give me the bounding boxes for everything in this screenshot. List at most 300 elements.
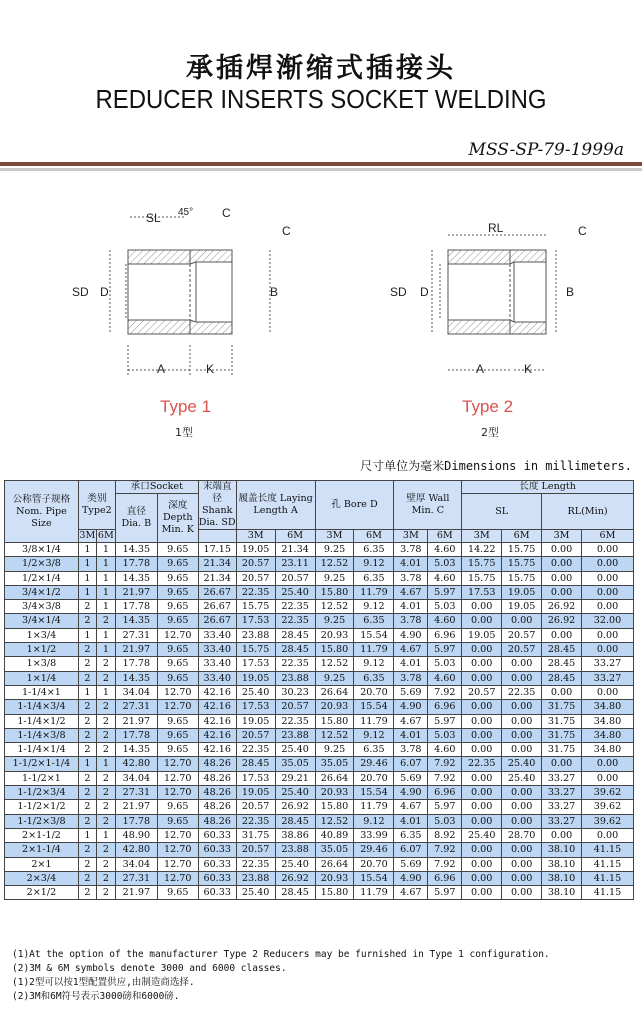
table-cell: 5.97 [428,800,462,814]
table-cell: 20.93 [315,871,354,885]
table-cell: 29.21 [275,771,315,785]
table-cell: 5.97 [428,714,462,728]
table-cell: 5.03 [428,600,462,614]
table-cell: 31.75 [542,714,582,728]
table-cell: 20.57 [236,557,275,571]
table-cell: 0.00 [582,643,634,657]
table-cell: 2 [96,886,115,900]
table-cell: 6.07 [394,757,428,771]
table-cell: 33.27 [582,671,634,685]
table-cell: 0.00 [542,828,582,842]
table-cell: 0.00 [462,857,502,871]
table-row [5,828,634,842]
table-cell: 15.54 [354,786,394,800]
table-cell: 17.53 [236,700,275,714]
table-cell: 9.65 [157,671,198,685]
table-row [5,657,634,671]
table-cell: 4.01 [394,657,428,671]
table-cell: 19.05 [236,671,275,685]
header-laying-3m: 3M [236,530,275,543]
table-cell: 4.67 [394,714,428,728]
type2-caption-cn: 2型 [481,426,499,439]
table-cell: 12.52 [315,657,354,671]
table-row [5,714,634,728]
table-cell: 48.26 [198,757,236,771]
table-cell: 0.00 [502,657,542,671]
table-cell: 38.10 [542,886,582,900]
table-cell: 19.05 [502,600,542,614]
table-cell: 34.80 [582,743,634,757]
table-cell: 28.45 [275,814,315,828]
table-cell: 7.92 [428,757,462,771]
table-cell: 38.86 [275,828,315,842]
table-cell: 27.31 [115,786,157,800]
table-cell: 15.75 [236,643,275,657]
table-cell: 0.00 [582,685,634,699]
table-cell: 1 [78,543,96,557]
table-cell: 4.90 [394,786,428,800]
table-cell: 7.92 [428,843,462,857]
table-cell: 25.40 [275,743,315,757]
table-cell: 0.00 [462,657,502,671]
table-cell: 27.31 [115,628,157,642]
table-cell: 6.35 [354,671,394,685]
table-cell: 38.10 [542,857,582,871]
header-depth: 深度 Depth Min. K [157,494,198,543]
table-cell: 2 [96,800,115,814]
table-cell: 9.12 [354,557,394,571]
table-cell: 0.00 [502,614,542,628]
table-cell: 38.10 [542,871,582,885]
cell-size: 1×1/4 [5,671,79,685]
table-cell: 23.88 [275,843,315,857]
table-cell: 5.03 [428,657,462,671]
table-cell: 22.35 [275,657,315,671]
table-cell: 20.70 [354,685,394,699]
table-cell: 25.40 [275,857,315,871]
table-cell: 2 [78,614,96,628]
table-cell: 22.35 [236,857,275,871]
table-row [5,643,634,657]
table-cell: 9.65 [157,800,198,814]
table-cell: 19.05 [236,543,275,557]
table-cell: 23.88 [275,671,315,685]
table-cell: 12.70 [157,700,198,714]
table-cell: 4.90 [394,871,428,885]
table-row [5,800,634,814]
units-note: 尺寸单位为毫米Dimensions in millimeters. [360,459,632,473]
table-cell: 1 [78,685,96,699]
header-size: 公称管子规格 Nom. Pipe Size [5,481,79,543]
table-cell: 4.90 [394,628,428,642]
table-cell: 25.40 [462,828,502,842]
table-cell: 15.75 [502,571,542,585]
table-cell: 48.26 [198,800,236,814]
table-cell: 42.16 [198,714,236,728]
table-cell: 0.00 [462,728,502,742]
table-cell: 12.70 [157,628,198,642]
table-row [5,685,634,699]
table-cell: 9.25 [315,543,354,557]
table-cell: 4.60 [428,671,462,685]
table-cell: 5.69 [394,857,428,871]
table-cell: 15.80 [315,886,354,900]
table-cell: 2 [78,714,96,728]
table-cell: 5.03 [428,728,462,742]
table-cell: 0.00 [542,685,582,699]
header-rl-6m: 6M [582,530,634,543]
table-cell: 20.57 [236,728,275,742]
table-row [5,743,634,757]
table-cell: 60.33 [198,828,236,842]
header-sl-3m: 3M [462,530,502,543]
table-cell: 6.96 [428,786,462,800]
table-cell: 3.78 [394,543,428,557]
table-cell: 34.80 [582,714,634,728]
footnote-2: (2)3M & 6M symbols denote 3000 and 6000 classes. [12,963,287,974]
table-cell: 12.52 [315,814,354,828]
table-cell: 1 [96,828,115,842]
table-cell: 6.35 [354,543,394,557]
table-cell: 2 [96,614,115,628]
table-cell: 2 [96,714,115,728]
header-dia: 直径 Dia. B [115,494,157,543]
table-row [5,857,634,871]
table-cell: 22.35 [275,600,315,614]
type1-label-sd: SD [72,285,89,299]
table-row [5,571,634,585]
type1-drawing [110,217,270,377]
table-cell: 23.11 [275,557,315,571]
table-cell: 2 [96,843,115,857]
table-cell: 17.15 [198,543,236,557]
table-cell: 0.00 [462,814,502,828]
table-cell: 15.75 [236,600,275,614]
table-cell: 2 [78,814,96,828]
table-cell: 19.05 [462,628,502,642]
table-cell: 9.65 [157,743,198,757]
table-cell: 2 [78,657,96,671]
table-cell: 26.92 [275,800,315,814]
header-bore-6m: 6M [354,530,394,543]
table-row [5,557,634,571]
table-row [5,543,634,557]
table-cell: 28.45 [542,671,582,685]
table-cell: 6.35 [354,743,394,757]
cell-size: 2×1/2 [5,886,79,900]
table-cell: 34.04 [115,771,157,785]
table-cell: 2 [96,771,115,785]
table-cell: 9.65 [157,614,198,628]
table-cell: 0.00 [462,871,502,885]
table-cell: 30.23 [275,685,315,699]
table-cell: 15.75 [462,571,502,585]
table-cell: 33.27 [542,786,582,800]
table-row [5,771,634,785]
dimensions-table [4,480,634,900]
type2-label-d: D [420,285,429,299]
table-cell: 17.53 [236,657,275,671]
table-cell: 33.27 [542,814,582,828]
table-cell: 12.70 [157,871,198,885]
table-row [5,700,634,714]
type1-label-d: D [100,285,109,299]
table-cell: 15.80 [315,643,354,657]
table-cell: 12.70 [157,857,198,871]
table-cell: 39.62 [582,814,634,828]
table-cell: 2 [96,871,115,885]
header-sl-6m: 6M [502,530,542,543]
table-cell: 9.12 [354,600,394,614]
table-cell: 21.97 [115,714,157,728]
table-cell: 25.40 [236,886,275,900]
table-row [5,843,634,857]
footnote-1: (1)At the option of the manufacturer Type 2 Reducers may be furnished in Type 1 configuration. [12,949,550,960]
table-cell: 1 [78,628,96,642]
table-cell: 15.54 [354,871,394,885]
table-cell: 19.05 [236,786,275,800]
type1-label-b: B [270,285,279,299]
type1-caption-cn: 1型 [175,426,193,439]
table-cell: 11.79 [354,714,394,728]
table-cell: 12.52 [315,728,354,742]
table-cell: 9.65 [157,814,198,828]
table-cell: 34.80 [582,700,634,714]
table-cell: 17.78 [115,657,157,671]
table-cell: 25.40 [275,786,315,800]
table-cell: 0.00 [502,800,542,814]
cell-size: 2×1-1/4 [5,843,79,857]
table-cell: 6.96 [428,700,462,714]
table-cell: 9.65 [157,557,198,571]
table-cell: 12.70 [157,685,198,699]
table-cell: 1 [96,757,115,771]
table-cell: 9.65 [157,543,198,557]
table-cell: 0.00 [542,757,582,771]
table-row [5,628,634,642]
table-cell: 11.79 [354,585,394,599]
header-rl: RL(Min) [542,494,634,530]
table-cell: 0.00 [502,728,542,742]
table-cell: 1 [96,557,115,571]
table-cell: 60.33 [198,843,236,857]
table-cell: 2 [78,871,96,885]
table-cell: 26.67 [198,585,236,599]
table-cell: 9.12 [354,728,394,742]
table-cell: 9.12 [354,657,394,671]
table-cell: 42.80 [115,757,157,771]
table-cell: 4.67 [394,886,428,900]
header-wall-6m: 6M [428,530,462,543]
table-cell: 27.31 [115,700,157,714]
table-cell: 15.75 [502,543,542,557]
table-cell: 2 [78,600,96,614]
table-cell: 0.00 [542,628,582,642]
table-cell: 12.70 [157,757,198,771]
footnote-3: (1)2型可以按1型配置供应,由制造商选择. [12,977,195,988]
table-cell: 8.92 [428,828,462,842]
table-cell: 2 [96,671,115,685]
cell-size: 2×1-1/2 [5,828,79,842]
table-cell: 15.75 [462,557,502,571]
table-cell: 31.75 [542,743,582,757]
table-cell: 17.53 [462,585,502,599]
table-cell: 0.00 [502,814,542,828]
table-cell: 2 [78,843,96,857]
table-cell: 2 [78,771,96,785]
table-cell: 26.64 [315,685,354,699]
table-cell: 20.57 [275,700,315,714]
table-cell: 12.52 [315,600,354,614]
table-cell: 4.60 [428,743,462,757]
table-cell: 0.00 [502,843,542,857]
table-cell: 0.00 [462,600,502,614]
table-cell: 26.92 [275,871,315,885]
cell-size: 1-1/2×1/2 [5,800,79,814]
table-cell: 2 [96,728,115,742]
table-cell: 0.00 [502,714,542,728]
table-cell: 2 [96,657,115,671]
table-cell: 42.16 [198,685,236,699]
table-cell: 14.35 [115,571,157,585]
table-cell: 2 [78,728,96,742]
table-cell: 19.05 [502,585,542,599]
table-cell: 20.57 [236,800,275,814]
table-cell: 15.75 [502,557,542,571]
table-cell: 17.78 [115,557,157,571]
table-cell: 3.78 [394,743,428,757]
table-cell: 22.35 [236,743,275,757]
table-cell: 15.80 [315,800,354,814]
cell-size: 1×1/2 [5,643,79,657]
table-cell: 33.40 [198,628,236,642]
table-cell: 0.00 [582,543,634,557]
type1-label-angle: 45° [178,207,194,218]
table-cell: 33.27 [582,657,634,671]
table-cell: 2 [78,700,96,714]
type2-label-rl: RL [488,221,504,235]
table-cell: 7.92 [428,685,462,699]
table-cell: 42.16 [198,728,236,742]
table-cell: 28.70 [502,828,542,842]
table-cell: 28.45 [236,757,275,771]
table-cell: 1 [96,643,115,657]
table-cell: 5.97 [428,643,462,657]
table-cell: 35.05 [275,757,315,771]
table-cell: 0.00 [542,543,582,557]
table-cell: 1 [96,628,115,642]
table-cell: 0.00 [502,700,542,714]
table-cell: 15.54 [354,628,394,642]
table-cell: 0.00 [462,700,502,714]
table-cell: 0.00 [502,857,542,871]
table-cell: 0.00 [462,786,502,800]
cell-size: 2×1 [5,857,79,871]
table-cell: 3.78 [394,571,428,585]
table-cell: 0.00 [502,786,542,800]
footnotes [12,948,550,1004]
table-cell: 17.78 [115,814,157,828]
header-type-6m: 6M [97,530,114,541]
table-cell: 39.62 [582,800,634,814]
table-cell: 21.97 [115,585,157,599]
table-cell: 4.01 [394,600,428,614]
table-cell: 1 [96,543,115,557]
type2-label-c: C [578,224,587,238]
type1-label-sl: SL [146,211,161,225]
type1-caption: Type 1 [160,397,212,416]
table-cell: 2 [78,643,96,657]
table-cell: 22.35 [236,585,275,599]
table-cell: 9.25 [315,614,354,628]
table-cell: 39.62 [582,786,634,800]
type1-label-k: K [206,362,215,376]
table-cell: 26.92 [542,614,582,628]
table-cell: 6.35 [394,828,428,842]
table-cell: 2 [78,671,96,685]
table-cell: 15.54 [354,700,394,714]
table-cell: 21.34 [275,543,315,557]
table-cell: 20.93 [315,786,354,800]
title-chinese: 承插焊渐缩式插接头 [186,53,456,84]
standard-label: MSS-SP-79-1999a [468,140,624,160]
table-cell: 0.00 [542,557,582,571]
table-cell: 60.33 [198,886,236,900]
cell-size: 1-1/4×3/8 [5,728,79,742]
table-cell: 1 [96,571,115,585]
reducer-drawings [0,195,642,455]
header-socket: 承口Socket [115,481,198,494]
table-cell: 17.78 [115,600,157,614]
header-shank: 末端直径 Shank Dia. SD [198,481,236,528]
header-wall-3m: 3M [394,530,428,543]
table-cell: 20.93 [315,628,354,642]
table-cell: 2 [96,743,115,757]
table-cell: 48.90 [115,828,157,842]
header-bore: 孔 Bore D [315,481,394,530]
table-cell: 6.35 [354,614,394,628]
table-cell: 0.00 [582,828,634,842]
table-cell: 4.67 [394,800,428,814]
table-cell: 20.57 [462,685,502,699]
table-cell: 0.00 [462,671,502,685]
table-cell: 33.40 [198,671,236,685]
table-cell: 27.31 [115,871,157,885]
table-cell: 31.75 [542,728,582,742]
table-cell: 12.70 [157,786,198,800]
table-cell: 29.46 [354,757,394,771]
table-cell: 21.97 [115,886,157,900]
cell-size: 1×3/8 [5,657,79,671]
table-cell: 15.80 [315,714,354,728]
table-cell: 5.97 [428,585,462,599]
cell-size: 1-1/4×1/2 [5,714,79,728]
table-cell: 48.26 [198,771,236,785]
cell-size: 1-1/4×3/4 [5,700,79,714]
table-cell: 0.00 [502,871,542,885]
table-cell: 9.25 [315,743,354,757]
table-cell: 0.00 [462,743,502,757]
table-row [5,614,634,628]
table-cell: 1 [78,557,96,571]
table-cell: 25.40 [502,771,542,785]
table-cell: 1 [78,828,96,842]
table-cell: 40.89 [315,828,354,842]
table-row [5,814,634,828]
cell-size: 3/4×3/8 [5,600,79,614]
table-cell: 22.35 [275,714,315,728]
table-cell: 21.34 [198,571,236,585]
